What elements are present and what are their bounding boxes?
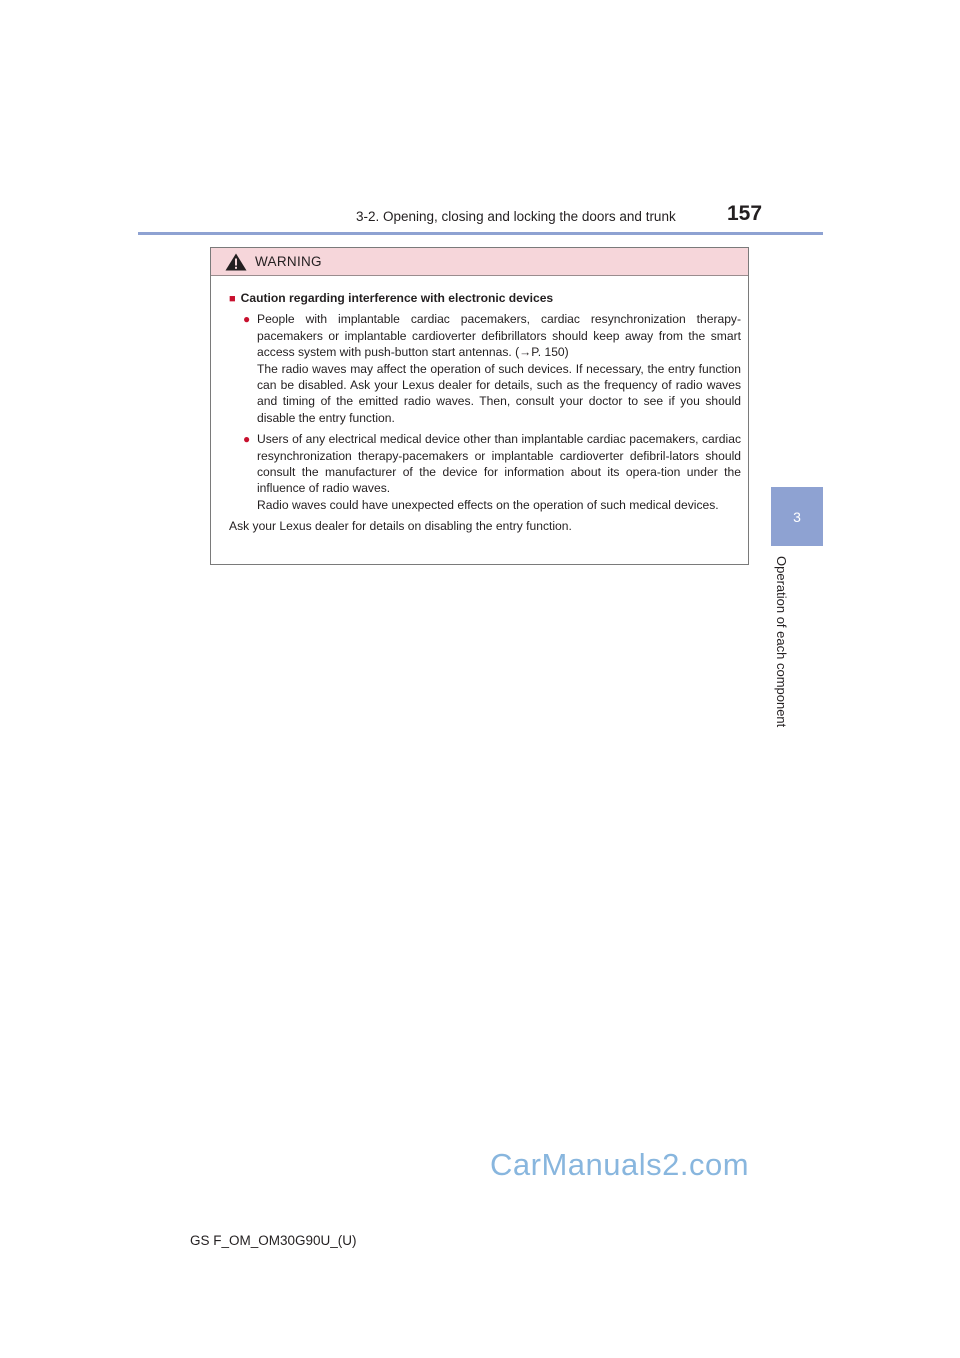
- bullet-paragraph: Radio waves could have unexpected effects on the operation of such medical devices.: [257, 497, 719, 512]
- header-title: 3-2. Opening, closing and locking the doors and trunk: [356, 209, 676, 224]
- closing-note: Ask your Lexus dealer for details on disabling the entry function.: [229, 519, 572, 534]
- round-bullet-icon: ●: [243, 432, 251, 447]
- warning-title: WARNING: [255, 254, 322, 269]
- warning-header: [211, 248, 748, 276]
- watermark-logo: CarManuals2.com: [490, 1147, 750, 1182]
- warning-triangle-icon: [225, 253, 247, 271]
- chapter-side-label: Operation of each component: [774, 556, 789, 728]
- warning-body: [211, 276, 748, 535]
- chapter-tab: [771, 487, 823, 546]
- footer-code: GS F_OM_OM30G90U_(U): [190, 1233, 357, 1248]
- section-heading-text: Caution regarding interference with electronic devices: [240, 291, 554, 305]
- page-number: 157: [727, 202, 763, 225]
- round-bullet-icon: ●: [243, 312, 251, 327]
- list-item: [243, 311, 741, 426]
- bullet-paragraph: The radio waves may affect the operation of such devices. If necessary, the entry function can be disabled. Ask your Lexus dealer for details, such as the frequency of radio waves and timing of the emitted radio waves. Then, consult your doctor to see if you should disable the entry function.: [257, 361, 741, 425]
- bullet-paragraph: Users of any electrical medical device other than implantable cardiac pacemakers, cardiac resynchronization therapy-pacemakers or implantable cardioverter defibril-lators should consult the manufacturer of the device for information about its opera-tion under the influence of radio waves.: [257, 432, 741, 496]
- bullet-paragraph: People with implantable cardiac pacemakers, cardiac resynchronization therapy-pacemakers or implantable cardioverter defibrillators should keep away from the smart access system with push-button start antennas. (→P. 150): [257, 312, 741, 360]
- section-heading: [229, 290, 741, 307]
- chapter-number: 3: [793, 508, 801, 525]
- list-item: [243, 431, 741, 513]
- header-divider: [138, 232, 823, 235]
- square-bullet-icon: ■: [229, 293, 236, 305]
- bullet-text: [257, 311, 741, 426]
- warning-box: [210, 247, 749, 565]
- bullet-text: [257, 431, 741, 513]
